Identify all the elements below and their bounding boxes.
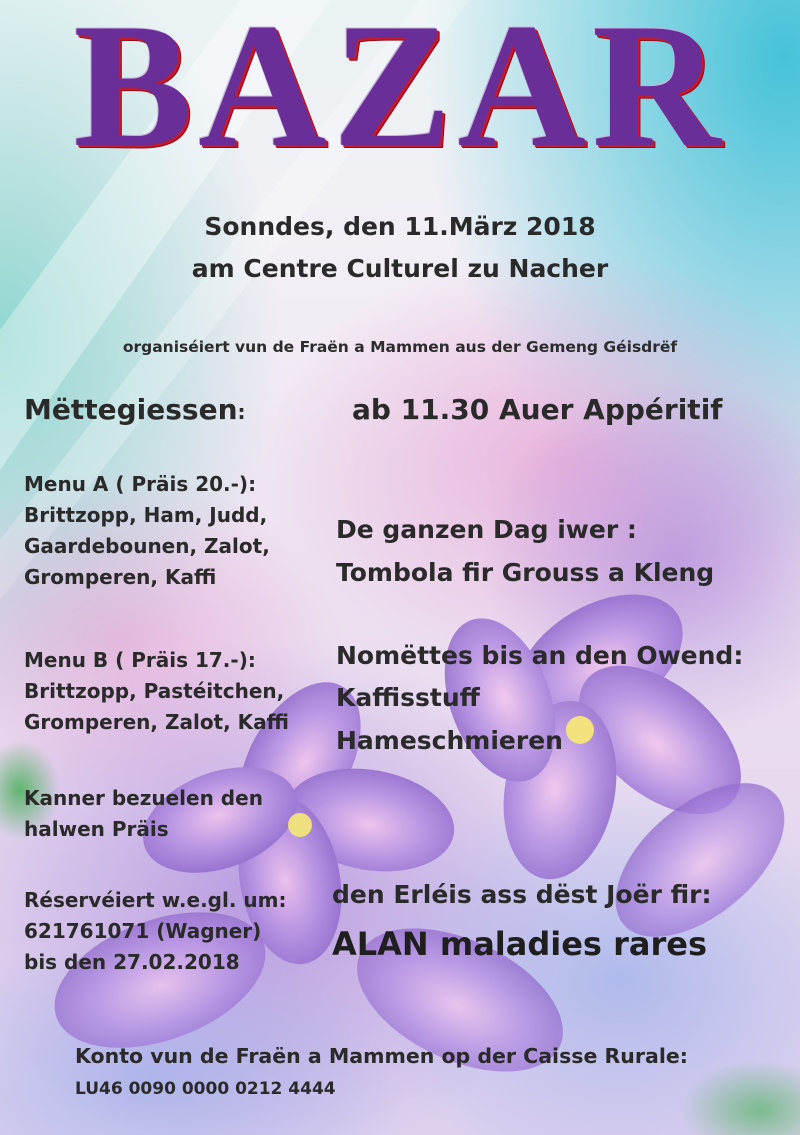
lunch-heading-colon: : xyxy=(237,400,246,424)
children-price xyxy=(24,783,263,845)
beneficiary: ALAN maladies rares xyxy=(332,925,708,963)
bazar-title: BAZAR xyxy=(73,0,727,184)
menu-a-title: Menu A ( Präis 20.-): xyxy=(24,472,257,496)
afternoon-item: Hameschmieren xyxy=(336,726,563,755)
menu-a xyxy=(24,469,270,593)
menu-a-line: Gromperen, Kaffi xyxy=(24,565,217,589)
organizer-line: organiséiert vun de Fraën a Mammen aus der Gemeng Géisdrëf xyxy=(122,338,678,356)
event-date: Sonndes, den 11.März 2018 xyxy=(204,212,596,241)
lunch-heading-label: Mëttegiessen xyxy=(24,393,238,426)
afternoon-heading: Nomëttes bis an den Owend: xyxy=(336,641,744,670)
tombola-text: Tombola fir Grouss a Kleng xyxy=(336,558,715,587)
children-price-line: halwen Präis xyxy=(24,817,169,841)
proceeds-heading: den Erléis ass dëst Joër fir: xyxy=(332,880,712,909)
menu-a-line: Gaardebounen, Zalot, xyxy=(24,534,270,558)
reservation xyxy=(24,885,286,978)
menu-b-line: Brittzopp, Pastéitchen, xyxy=(24,679,285,703)
menu-b-line: Gromperen, Zalot, Kaffi xyxy=(24,710,289,734)
lunch-heading xyxy=(24,393,246,426)
menu-b xyxy=(24,645,289,738)
aperitif-time: ab 11.30 Auer Appéritif xyxy=(352,393,723,426)
reservation-deadline: bis den 27.02.2018 xyxy=(24,950,240,974)
menu-b-title: Menu B ( Präis 17.-): xyxy=(24,648,256,672)
menu-a-line: Brittzopp, Ham, Judd, xyxy=(24,503,268,527)
all-day-heading: De ganzen Dag iwer : xyxy=(336,515,637,544)
reservation-line: Réservéiert w.e.gl. um: xyxy=(24,888,287,912)
bank-account-line: Konto vun de Fraën a Mammen op der Caisse Rurale: xyxy=(75,1044,688,1068)
reservation-phone: 621761071 (Wagner) xyxy=(24,919,262,943)
children-price-line: Kanner bezuelen den xyxy=(24,786,263,810)
iban: LU46 0090 0000 0212 4444 xyxy=(75,1079,336,1099)
afternoon-item: Kaffisstuff xyxy=(336,683,480,712)
event-location: am Centre Culturel zu Nacher xyxy=(191,254,609,283)
